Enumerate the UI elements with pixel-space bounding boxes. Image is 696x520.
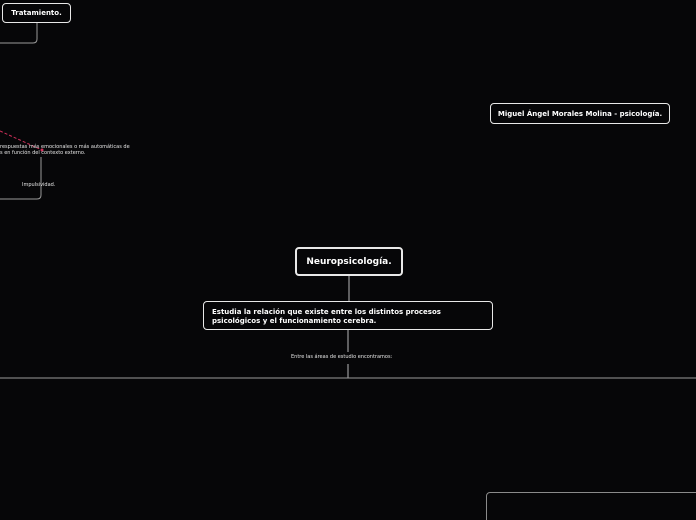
- responses-text-line1: respuestas más emocionales o más automáticas de: [0, 144, 130, 150]
- partial-offscreen-node[interactable]: [486, 492, 696, 520]
- impulsivity-label[interactable]: Impulsividad.: [22, 182, 56, 188]
- connector-treatment: [0, 23, 37, 43]
- main-topic-label: Neuropsicología.: [306, 256, 392, 267]
- author-node-label: Miguel Ángel Morales Molina - psicología.: [497, 109, 663, 118]
- responses-text-line2: s en función del contexto externo.: [0, 150, 86, 156]
- study-areas-label[interactable]: Entre las áreas de estudio encontramos:: [291, 354, 393, 360]
- description-node-label: Estudia la relación que existe entre los distintos procesos psicológicos y el funcionamiento cerebra.: [212, 308, 441, 325]
- responses-text[interactable]: [0, 144, 130, 156]
- treatment-node-label: Tratamiento.: [11, 9, 62, 17]
- description-node[interactable]: [203, 301, 493, 330]
- main-topic-node[interactable]: [295, 247, 403, 276]
- connector-impulsivity: [0, 157, 41, 199]
- author-node[interactable]: [490, 103, 670, 124]
- treatment-node[interactable]: [2, 3, 71, 23]
